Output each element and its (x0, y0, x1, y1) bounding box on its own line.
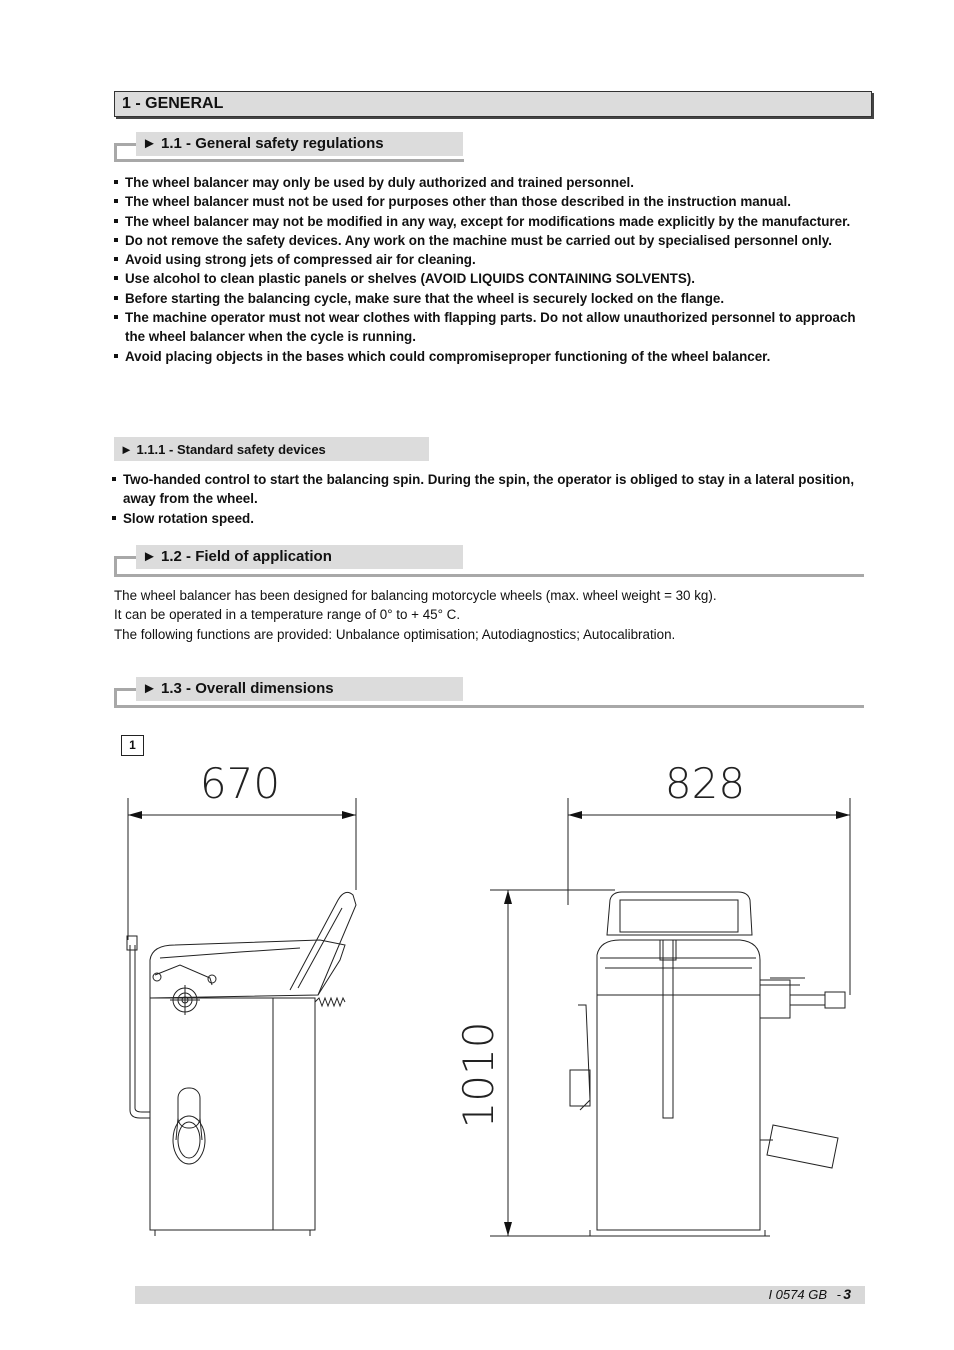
list-item: Avoid placing objects in the bases which could compromiseproper functioning of the wheel balancer. (114, 347, 864, 366)
footer-separator: - (836, 1287, 841, 1302)
list-item: Two-handed control to start the balancing spin. During the spin, the operator is obliged to stay in a lateral position, away from the wheel. (112, 470, 862, 509)
front-view (490, 798, 850, 1236)
list-item: The wheel balancer must not be used for purposes other than those described in the instruction manual. (114, 192, 864, 211)
dimension-height: 1010 (454, 1021, 503, 1129)
list-item: The wheel balancer may only be used by duly authorized and trained personnel. (114, 173, 864, 192)
chapter-title: 1 - GENERAL (122, 95, 224, 112)
list-item: Slow rotation speed. (112, 509, 862, 528)
section-title: ► 1.1 - General safety regulations (142, 135, 384, 152)
document-reference: I 0574 GB (768, 1287, 827, 1302)
paragraph: The wheel balancer has been designed for balancing motorcycle wheels (max. wheel weight = 30 kg). (114, 588, 717, 603)
list-item: The machine operator must not wear clothes with flapping parts. Do not allow unauthorized personnel to approach the wheel balancer when the cycle is running. (114, 308, 864, 347)
list-item: Use alcohol to clean plastic panels or shelves (AVOID LIQUIDS CONTAINING SOLVENTS). (114, 269, 864, 288)
list-item: The wheel balancer may not be modified in any way, except for modifications made explicitly by the manufacturer. (114, 212, 864, 231)
figure-label: 1 (121, 735, 144, 756)
dimension-width-left: 670 (199, 759, 281, 808)
page-number: 3 (843, 1286, 851, 1302)
dimension-width-right: 828 (664, 759, 746, 808)
list-item: Do not remove the safety devices. Any work on the machine must be carried out by specialised personnel only. (114, 231, 864, 250)
paragraph: It can be operated in a temperature range of 0° to + 45° C. (114, 607, 461, 623)
subsection-title: ► 1.1.1 - Standard safety devices (120, 442, 326, 457)
list-item: Before starting the balancing cycle, make sure that the wheel is securely locked on the flange. (114, 289, 864, 308)
side-view (127, 798, 356, 1236)
list-item: Avoid using strong jets of compressed air for cleaning. (114, 250, 864, 269)
page-footer (135, 1286, 865, 1304)
paragraph: The following functions are provided: Unbalance optimisation; Autodiagnostics; Autocalibration. (114, 626, 676, 642)
section-title: ► 1.2 - Field of application (142, 548, 332, 565)
section-title: ► 1.3 - Overall dimensions (142, 680, 334, 697)
